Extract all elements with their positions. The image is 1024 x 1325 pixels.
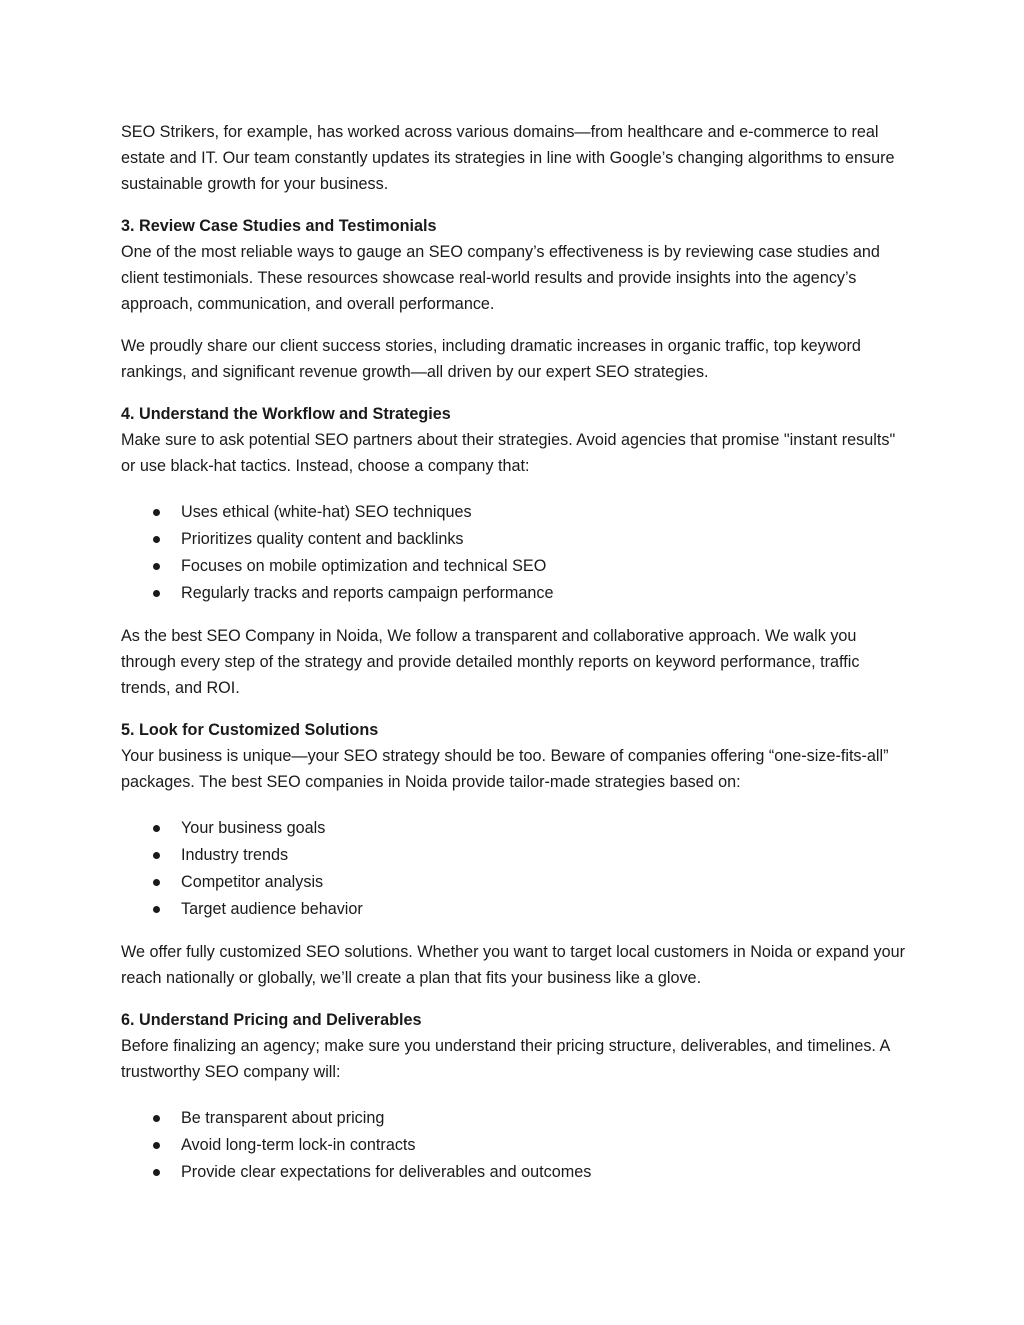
section-5-body: Your business is unique—your SEO strategy should be too. Beware of companies offering “one-size-fits-all” packages. The best SEO companies in Noida provide tailor-made strategies based on: — [121, 747, 889, 791]
list-item: Be transparent about pricing — [121, 1105, 911, 1132]
list-item: Your business goals — [121, 815, 911, 842]
section-5 — [121, 717, 911, 795]
section-3 — [121, 213, 911, 317]
bullet-icon — [153, 852, 160, 859]
list-item: Uses ethical (white-hat) SEO techniques — [121, 499, 911, 526]
list-item: Avoid long-term lock-in contracts — [121, 1132, 911, 1159]
bullet-icon — [153, 536, 160, 543]
bullet-icon — [153, 906, 160, 913]
list-item: Prioritizes quality content and backlinks — [121, 526, 911, 553]
section-3-body: One of the most reliable ways to gauge an SEO company’s effectiveness is by reviewing case studies and client testimonials. These resources showcase real-world results and provide insights into the agency’s approach, communication, and overall performance. — [121, 243, 880, 313]
bullet-icon — [153, 1169, 160, 1176]
bullet-icon — [153, 509, 160, 516]
section-4-list — [121, 495, 911, 607]
section-6-list — [121, 1101, 911, 1186]
list-item: Regularly tracks and reports campaign performance — [121, 580, 911, 607]
bullet-icon — [153, 1115, 160, 1122]
bullet-icon — [153, 825, 160, 832]
section-6-body: Before finalizing an agency; make sure you understand their pricing structure, deliverables, and timelines. A trustworthy SEO company will: — [121, 1037, 890, 1081]
list-item: Competitor analysis — [121, 869, 911, 896]
section-3-heading: 3. Review Case Studies and Testimonials — [121, 217, 437, 235]
bullet-icon — [153, 1142, 160, 1149]
section-4-followup: As the best SEO Company in Noida, We follow a transparent and collaborative approach. We walk you through every step of the strategy and provide detailed monthly reports on keyword performance, traffic trends, and ROI. — [121, 627, 860, 697]
list-item: Industry trends — [121, 842, 911, 869]
section-4-heading: 4. Understand the Workflow and Strategies — [121, 405, 451, 423]
intro-paragraph: SEO Strikers, for example, has worked across various domains—from healthcare and e-commerce to real estate and IT. Our team constantly updates its strategies in line with Google’s changing algorithms to ensure sustainable growth for your business. — [121, 123, 895, 193]
section-4-body: Make sure to ask potential SEO partners about their strategies. Avoid agencies that promise "instant results" or use black-hat tactics. Instead, choose a company that: — [121, 431, 896, 475]
section-4 — [121, 401, 911, 479]
section-6-heading: 6. Understand Pricing and Deliverables — [121, 1011, 422, 1029]
document-page — [121, 119, 911, 1202]
bullet-icon — [153, 590, 160, 597]
section-5-followup: We offer fully customized SEO solutions. Whether you want to target local customers in Noida or expand your reach nationally or globally, we’ll create a plan that fits your business like a glove. — [121, 943, 905, 987]
bullet-icon — [153, 563, 160, 570]
section-6 — [121, 1007, 911, 1085]
list-item: Target audience behavior — [121, 896, 911, 923]
section-5-heading: 5. Look for Customized Solutions — [121, 721, 379, 739]
list-item: Provide clear expectations for deliverables and outcomes — [121, 1159, 911, 1186]
section-3-followup: We proudly share our client success stories, including dramatic increases in organic traffic, top keyword rankings, and significant revenue growth—all driven by our expert SEO strategies. — [121, 337, 861, 381]
section-5-list — [121, 811, 911, 923]
list-item: Focuses on mobile optimization and technical SEO — [121, 553, 911, 580]
bullet-icon — [153, 879, 160, 886]
